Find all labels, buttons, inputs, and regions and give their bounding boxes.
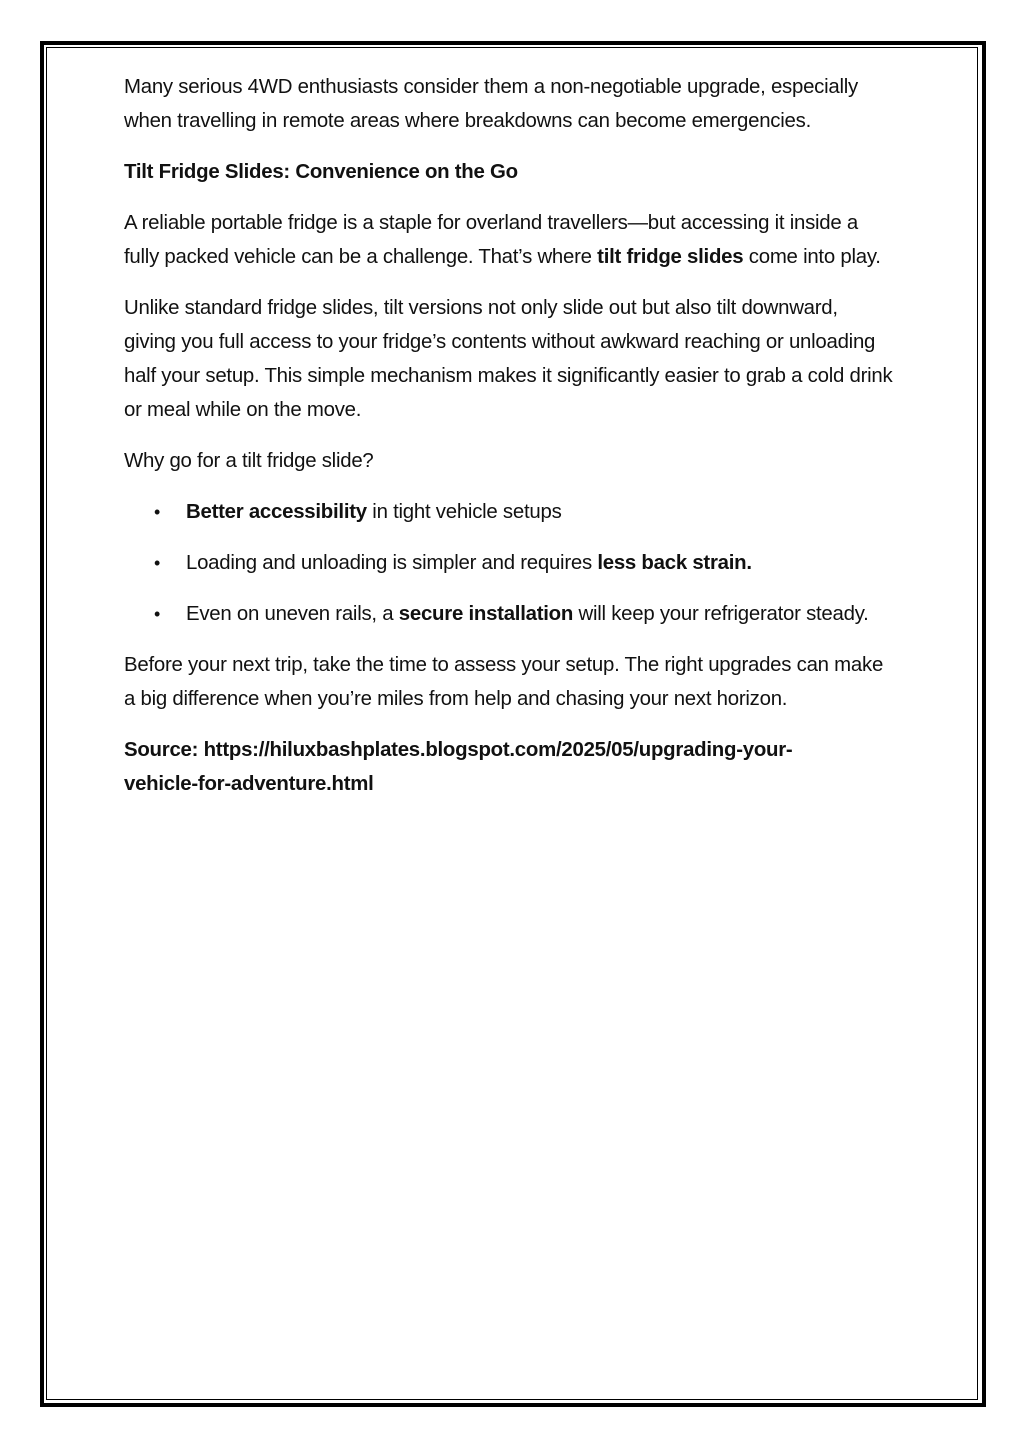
section-heading [124,155,894,189]
paragraph-fridge-text-1: A reliable portable fridge is a staple for overland travellers—but accessing it inside a fully packed vehicle can be a challenge. That’s where [124,212,858,268]
list-item-text-2: will keep your refrigerator steady. [573,603,869,625]
paragraph-fridge-text-2: come into play. [743,246,881,268]
list-item-bold: secure installation [398,603,574,625]
bullet-icon: • [154,502,161,522]
paragraph-question: Why go for a tilt fridge slide? [124,450,374,472]
heading-text: Tilt Fridge Slides: Convenience on the Go [124,161,518,183]
paragraph-fridge-bold: tilt fridge slides [597,246,744,268]
bullet-icon: • [154,604,161,624]
paragraph-tilt: Unlike standard fridge slides, tilt versions not only slide out but also tilt downward, giving you full access to your fridge’s contents without awkward reaching or unloading half your setup. This simple mechanism makes it significantly easier to grab a cold drink or meal while on the move. [124,297,893,421]
list-item-text-2: in tight vehicle setups [366,501,562,523]
list-item-bold: Better accessibility [186,501,367,523]
source-citation [124,733,894,801]
document-body [124,70,894,818]
source-link[interactable]: https://hiluxbashplates.blogspot.com/2025/05/upgrading-your- [203,739,793,761]
list-item-text-1: Loading and unloading is simpler and requires [186,552,598,574]
list-item [124,546,894,580]
paragraph-intro: Many serious 4WD enthusiasts consider them a non-negotiable upgrade, especially when travelling in remote areas where breakdowns can become emergencies. [124,76,858,132]
list-item-bold: less back strain. [597,552,752,574]
bullet-icon: • [154,553,161,573]
list-item [124,495,894,529]
list-item [124,597,894,631]
benefits-list [124,495,894,631]
paragraph-fridge [124,206,894,274]
paragraph-conclusion: Before your next trip, take the time to assess your setup. The right upgrades can make a big difference when you’re miles from help and chasing your next horizon. [124,654,884,710]
list-item-text-1: Even on uneven rails, a [186,603,399,625]
source-link-continued[interactable]: vehicle-for-adventure.html [124,773,374,795]
source-label: Source: [124,739,204,761]
